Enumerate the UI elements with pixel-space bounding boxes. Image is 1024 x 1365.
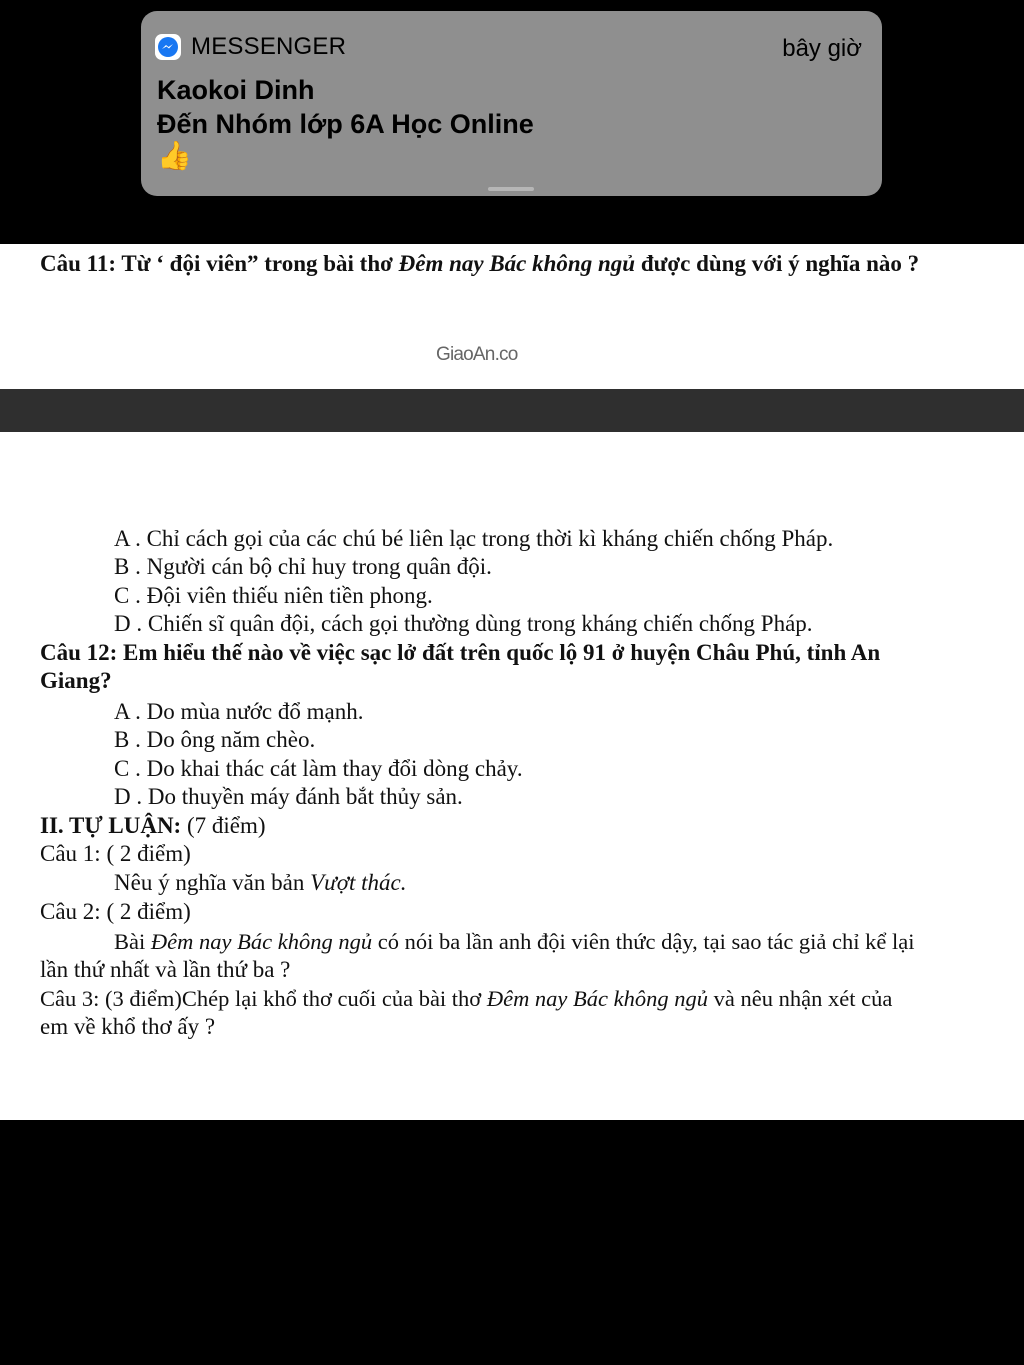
q12-option-c: C . Do khai thác cát làm thay đổi dòng chảy.: [114, 756, 523, 781]
page-separator: [0, 389, 1024, 432]
essay-question-3-prefix: Câu 3: (3 điểm)Chép lại khổ thơ cuối của bài thơ: [40, 986, 487, 1011]
question-11-poem-title: Đêm nay Bác không ngủ: [398, 251, 636, 276]
essay-question-2-prefix: Bài: [114, 929, 151, 954]
messenger-icon: [155, 34, 181, 60]
notification-drag-handle[interactable]: [488, 187, 534, 191]
essay-question-3-line2: em về khổ thơ ấy ?: [40, 1014, 216, 1039]
essay-question-2-line2: lần thứ nhất và lần thứ ba ?: [40, 957, 291, 982]
notification-app-name: MESSENGER: [191, 33, 347, 60]
essay-question-1-prefix: Nêu ý nghĩa văn bản: [114, 870, 311, 895]
q12-option-d: D . Do thuyền máy đánh bắt thủy sản.: [114, 784, 463, 809]
document-page-main: [0, 432, 1024, 1120]
watermark: GiaoAn.co: [436, 344, 518, 365]
q11-option-c: C . Đội viên thiếu niên tiền phong.: [114, 583, 433, 608]
notification-time: bây giờ: [782, 35, 862, 62]
essay-question-2-label: Câu 2: ( 2 điểm): [40, 899, 191, 924]
q12-option-b: B . Do ông năm chèo.: [114, 727, 316, 752]
section-2-title: II. TỰ LUẬN:: [40, 813, 182, 838]
essay-question-1-title: Vượt thác.: [310, 870, 407, 895]
essay-question-2-line1: [114, 928, 915, 956]
notification-group: Đến Nhóm lớp 6A Học Online: [157, 109, 534, 139]
section-2-heading: [40, 812, 266, 840]
q12-option-a: A . Do mùa nước đổ mạnh.: [114, 699, 364, 724]
question-12-line1: Câu 12: Em hiểu thế nào về việc sạc lở đất trên quốc lộ 91 ở huyện Châu Phú, tỉnh An: [40, 640, 881, 665]
essay-question-1-text: [114, 869, 406, 897]
question-11-prefix: Câu 11: Từ ‘ đội viên” trong bài thơ: [40, 251, 399, 276]
q11-option-d: D . Chiến sĩ quân đội, cách gọi thường dùng trong kháng chiến chống Pháp.: [114, 611, 813, 636]
question-11-suffix: được dùng với ý nghĩa nào ?: [635, 251, 920, 276]
q11-option-a: A . Chỉ cách gọi của các chú bé liên lạc trong thời kì kháng chiến chống Pháp.: [114, 526, 834, 551]
essay-question-2-suffix: có nói ba lần anh đội viên thức dậy, tại sao tác giả chỉ kể lại: [372, 929, 915, 954]
essay-question-2-title: Đêm nay Bác không ngủ: [150, 929, 373, 954]
essay-question-3-suffix: và nêu nhận xét của: [708, 986, 893, 1011]
question-12-line2: Giang?: [40, 668, 112, 693]
essay-question-1-label: Câu 1: ( 2 điểm): [40, 841, 191, 866]
section-2-points: (7 điểm): [181, 813, 266, 838]
q11-option-b: B . Người cán bộ chỉ huy trong quân đội.: [114, 554, 492, 579]
notification-app-row: [155, 33, 346, 61]
essay-question-3-title: Đêm nay Bác không ngủ: [486, 986, 709, 1011]
notification-sender: Kaokoi Dinh: [157, 75, 315, 105]
document-page-top: [0, 244, 1024, 389]
thumbs-up-icon: 👍: [157, 140, 192, 171]
question-11: [40, 250, 919, 278]
messenger-notification[interactable]: [141, 11, 882, 196]
essay-question-3-line1: [40, 985, 892, 1013]
